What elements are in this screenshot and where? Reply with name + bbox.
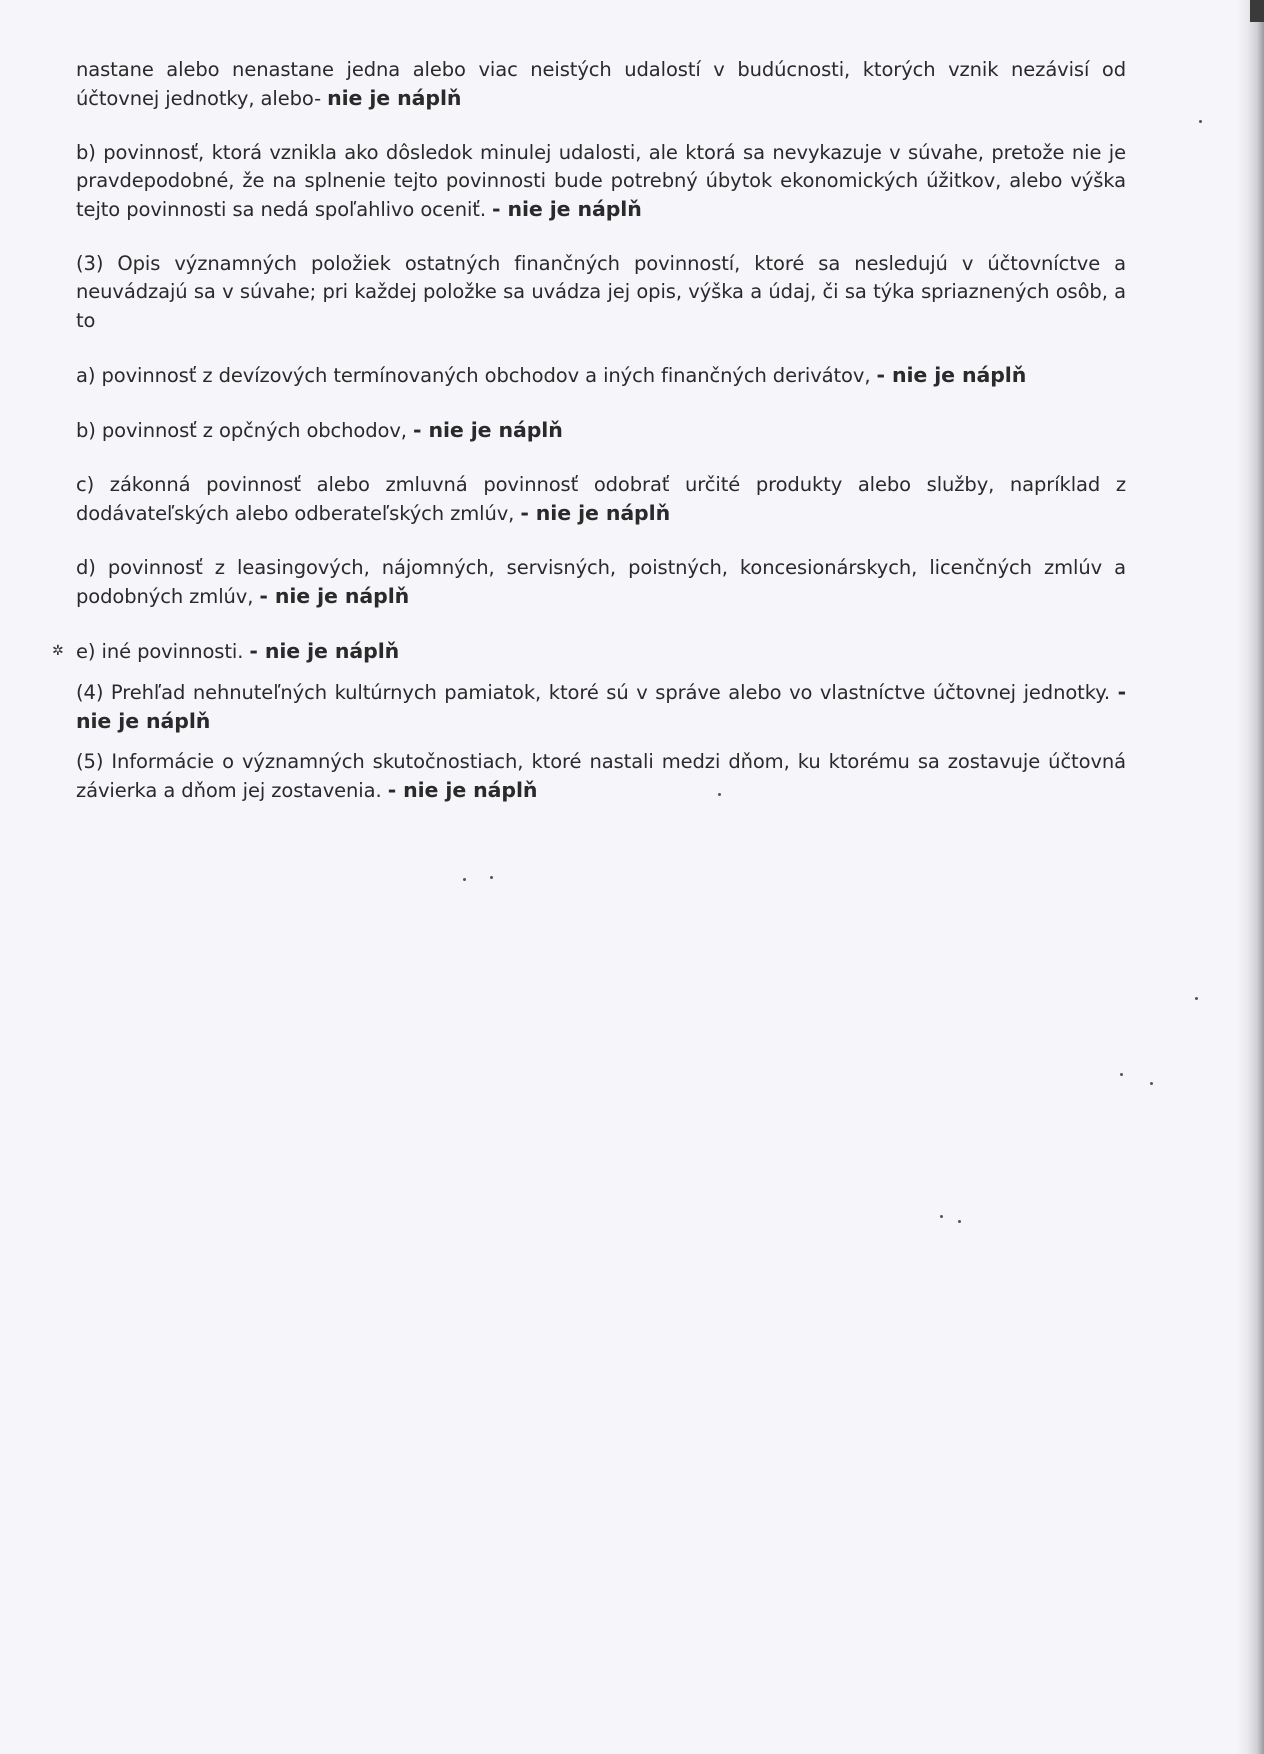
- not-applicable-tag: - nie je náplň: [413, 418, 563, 442]
- paragraph-text: b) povinnosť z opčných obchodov,: [76, 419, 414, 442]
- paragraph-text: (4) Prehľad nehnuteľných kultúrnych pamiatok, ktoré sú v správe alebo vo vlastníctve účtovnej jednotky.: [76, 681, 1118, 704]
- scan-edge-shadow: [1236, 0, 1264, 1754]
- scan-speck: [958, 1220, 961, 1223]
- paragraph-section-5: [76, 748, 1126, 805]
- paragraph-item-e-other: [52, 637, 1126, 666]
- scan-speck: [1199, 120, 1202, 123]
- scan-speck: [490, 876, 493, 879]
- paragraph-item-c-contracts: [76, 471, 1126, 528]
- scan-speck: [463, 878, 466, 881]
- paragraph-item-a-derivatives: [76, 361, 1126, 390]
- scan-mark-icon: ✲: [52, 643, 64, 659]
- document-body: [52, 56, 1126, 805]
- scan-speck: [940, 1215, 943, 1218]
- paragraph-text: (3) Opis významných položiek ostatných finančných povinností, ktoré sa nesledujú v účtovníctve a neuvádzajú sa v súvahe; pri každej položke sa uvádza jej opis, výška a údaj, či sa týka spriaznených osôb, a to: [76, 252, 1126, 332]
- not-applicable-tag: - nie je náplň: [520, 501, 671, 525]
- paragraph-item-b-options: [76, 416, 1126, 445]
- not-applicable-tag: - nie je náplň: [249, 639, 400, 663]
- paragraph-text: c) zákonná povinnosť alebo zmluvná povinnosť odobrať určité produkty alebo služby, napríklad z dodávateľských alebo odberateľských zmlúv,: [76, 473, 1126, 525]
- not-applicable-tag: - nie je náplň: [76, 680, 1126, 733]
- paragraph-item-b-contingent: [76, 139, 1126, 224]
- paragraph-section-4: [76, 678, 1126, 736]
- not-applicable-tag: - nie je náplň: [387, 778, 538, 802]
- scan-speck: [1120, 1073, 1123, 1076]
- paragraph-text: a) povinnosť z devízových termínovaných obchodov a iných finančných derivátov,: [76, 364, 877, 387]
- paragraph-section-3: [76, 250, 1126, 335]
- paragraph-continuation: [76, 56, 1126, 113]
- paragraph-text: d) povinnosť z leasingových, nájomných, servisných, poistných, koncesionárskych, licenčných zmlúv a podobných zmlúv,: [76, 556, 1126, 608]
- paragraph-item-d-leasing: [76, 554, 1126, 611]
- scan-edge-corner: [1250, 0, 1264, 22]
- paragraph-text: e) iné povinnosti.: [76, 640, 250, 663]
- paragraph-text: (5) Informácie o významných skutočnostiach, ktoré nastali medzi dňom, ku ktorému sa zostavuje účtovná závierka a dňom jej zostavenia.: [76, 750, 1126, 802]
- scan-speck: [1195, 997, 1198, 1000]
- not-applicable-tag: nie je náplň: [327, 86, 462, 110]
- paragraph-text: nastane alebo nenastane jedna alebo viac neistých udalostí v budúcnosti, ktorých vznik nezávisí od účtovnej jednotky, alebo-: [76, 58, 1126, 110]
- not-applicable-tag: - nie je náplň: [492, 197, 642, 221]
- scan-speck: [1150, 1082, 1153, 1085]
- not-applicable-tag: - nie je náplň: [259, 584, 410, 608]
- not-applicable-tag: - nie je náplň: [876, 363, 1027, 387]
- scan-speck: [718, 793, 721, 796]
- paragraph-text: b) povinnosť, ktorá vznikla ako dôsledok minulej udalosti, ale ktorá sa nevykazuje v súvahe, pretože nie je pravdepodobné, že na splnenie tejto povinnosti bude potrebný úbytok ekonomických úžitkov, alebo výška tejto povinnosti sa nedá spoľahlivo oceniť.: [76, 141, 1126, 221]
